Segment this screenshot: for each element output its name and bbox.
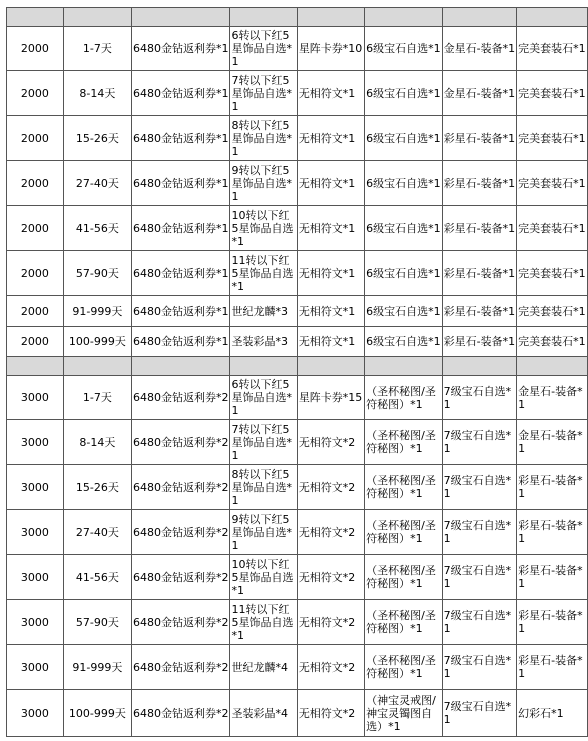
table-cell: 6480金钻返利券*1 [131, 206, 230, 251]
table-cell: 6480金钻返利券*2 [131, 420, 230, 465]
table-cell: 2000 [7, 251, 64, 296]
table-cell: 6480金钻返利券*1 [131, 251, 230, 296]
table-cell: 彩星石-装备*1 [442, 116, 516, 161]
table-cell: 2000 [7, 27, 64, 71]
table-cell: （圣杯秘图/圣符秘图）*1 [365, 555, 443, 600]
table-cell: 6级宝石自选*1 [365, 251, 443, 296]
table-cell: 8-14天 [63, 71, 131, 116]
table-cell: 彩星石-装备*1 [442, 327, 516, 357]
table-cell: 无相符文*2 [297, 465, 364, 510]
table-cell: 完美套装石*1 [517, 327, 588, 357]
table-row [7, 296, 588, 327]
table-cell: 8转以下红5星饰品自选*1 [230, 465, 297, 510]
section-header-cell [442, 357, 516, 376]
table-cell: 100-999天 [63, 690, 131, 737]
table-cell: 6480金钻返利券*2 [131, 465, 230, 510]
table-row [7, 510, 588, 555]
table-cell: 圣装彩晶*4 [230, 690, 297, 737]
table-row [7, 555, 588, 600]
table-cell: 6级宝石自选*1 [365, 296, 443, 327]
table-cell: 6480金钻返利券*2 [131, 645, 230, 690]
table-cell: 27-40天 [63, 161, 131, 206]
table-cell: 无相符文*2 [297, 645, 364, 690]
table-row [7, 376, 588, 420]
table-cell: 15-26天 [63, 116, 131, 161]
table-cell: （圣杯秘图/圣符秘图）*1 [365, 600, 443, 645]
table-cell: 57-90天 [63, 251, 131, 296]
table-cell: （圣杯秘图/圣符秘图）*1 [365, 645, 443, 690]
table-cell: 金星石-装备*1 [442, 27, 516, 71]
table-cell: 15-26天 [63, 465, 131, 510]
table-cell: 2000 [7, 296, 64, 327]
table-cell: 彩星石-装备*1 [442, 251, 516, 296]
table-cell: 3000 [7, 376, 64, 420]
table-cell: 6480金钻返利券*1 [131, 327, 230, 357]
table-cell: 无相符文*1 [297, 161, 364, 206]
table-cell: 91-999天 [63, 296, 131, 327]
table-cell: 9转以下红5星饰品自选*1 [230, 510, 297, 555]
table-cell: 完美套装石*1 [517, 116, 588, 161]
table-cell: 彩星石-装备*1 [517, 645, 588, 690]
table-cell: 7级宝石自选*1 [442, 690, 516, 737]
table-cell: 金星石-装备*1 [517, 376, 588, 420]
table-cell: 6480金钻返利券*2 [131, 690, 230, 737]
table-row [7, 116, 588, 161]
table-row [7, 206, 588, 251]
table-row [7, 71, 588, 116]
table-cell: 世纪龙麟*4 [230, 645, 297, 690]
section-header-cell [517, 357, 588, 376]
table-cell: （圣杯秘图/圣符秘图）*1 [365, 510, 443, 555]
table-cell: （神宝灵戒图/神宝灵镯图自选）*1 [365, 690, 443, 737]
table-cell: 6480金钻返利券*2 [131, 555, 230, 600]
table-cell: 91-999天 [63, 645, 131, 690]
table-cell: 6级宝石自选*1 [365, 71, 443, 116]
table-cell: （圣杯秘图/圣符秘图）*1 [365, 420, 443, 465]
table-cell: 完美套装石*1 [517, 206, 588, 251]
table-cell: 6级宝石自选*1 [365, 161, 443, 206]
table-cell: 2000 [7, 327, 64, 357]
table-cell: 彩星石-装备*1 [442, 296, 516, 327]
table-cell: 7级宝石自选*1 [442, 420, 516, 465]
table-cell: 3000 [7, 555, 64, 600]
table-row [7, 465, 588, 510]
rewards-table [6, 7, 588, 737]
table-row [7, 327, 588, 357]
section-header-row [7, 8, 588, 27]
table-cell: 7级宝石自选*1 [442, 600, 516, 645]
table-cell: 完美套装石*1 [517, 161, 588, 206]
table-cell: 无相符文*1 [297, 296, 364, 327]
table-cell: 星阵卡券*15 [297, 376, 364, 420]
table-cell: 41-56天 [63, 206, 131, 251]
table-cell: 7级宝石自选*1 [442, 510, 516, 555]
table-cell: 7级宝石自选*1 [442, 465, 516, 510]
table-cell: 7级宝石自选*1 [442, 555, 516, 600]
table-cell: 完美套装石*1 [517, 251, 588, 296]
table-row [7, 600, 588, 645]
table-cell: 无相符文*1 [297, 116, 364, 161]
table-cell: 7转以下红5星饰品自选*1 [230, 71, 297, 116]
table-row [7, 690, 588, 737]
table-cell: 6转以下红5星饰品自选*1 [230, 376, 297, 420]
table-cell: 10转以下红5星饰品自选*1 [230, 206, 297, 251]
table-cell: 1-7天 [63, 27, 131, 71]
table-cell: 2000 [7, 206, 64, 251]
table-cell: 无相符文*2 [297, 555, 364, 600]
rewards-table-body [7, 8, 588, 737]
table-cell: 7级宝石自选*1 [442, 645, 516, 690]
section-header-cell [7, 8, 64, 27]
table-cell: 6480金钻返利券*1 [131, 161, 230, 206]
table-cell: 6级宝石自选*1 [365, 206, 443, 251]
table-cell: 6480金钻返利券*1 [131, 116, 230, 161]
table-cell: 6480金钻返利券*2 [131, 600, 230, 645]
table-cell: 无相符文*2 [297, 420, 364, 465]
table-cell: 幻彩石*1 [517, 690, 588, 737]
section-header-cell [297, 357, 364, 376]
section-header-cell [230, 8, 297, 27]
section-header-row [7, 357, 588, 376]
table-cell: 完美套装石*1 [517, 296, 588, 327]
table-cell: 3000 [7, 465, 64, 510]
table-cell: （圣杯秘图/圣符秘图）*1 [365, 465, 443, 510]
section-header-cell [63, 357, 131, 376]
table-cell: 6级宝石自选*1 [365, 327, 443, 357]
table-cell: 6转以下红5星饰品自选*1 [230, 27, 297, 71]
section-header-cell [365, 8, 443, 27]
table-cell: 彩星石-装备*1 [442, 206, 516, 251]
table-cell: 无相符文*2 [297, 510, 364, 555]
section-header-cell [131, 357, 230, 376]
table-cell: 8-14天 [63, 420, 131, 465]
table-cell: （圣杯秘图/圣符秘图）*1 [365, 376, 443, 420]
table-cell: 无相符文*1 [297, 206, 364, 251]
table-cell: 10转以下红5星饰品自选*1 [230, 555, 297, 600]
table-cell: 6级宝石自选*1 [365, 116, 443, 161]
table-cell: 3000 [7, 690, 64, 737]
table-row [7, 645, 588, 690]
table-cell: 完美套装石*1 [517, 27, 588, 71]
table-cell: 11转以下红5星饰品自选*1 [230, 251, 297, 296]
section-header-cell [365, 357, 443, 376]
table-cell: 无相符文*1 [297, 251, 364, 296]
table-cell: 6级宝石自选*1 [365, 27, 443, 71]
table-cell: 3000 [7, 645, 64, 690]
table-cell: 7转以下红5星饰品自选*1 [230, 420, 297, 465]
table-cell: 彩星石-装备*1 [517, 600, 588, 645]
table-row [7, 420, 588, 465]
table-cell: 27-40天 [63, 510, 131, 555]
table-cell: 无相符文*2 [297, 690, 364, 737]
table-cell: 彩星石-装备*1 [517, 555, 588, 600]
table-cell: 6480金钻返利券*1 [131, 296, 230, 327]
table-cell: 2000 [7, 71, 64, 116]
table-cell: 6480金钻返利券*2 [131, 510, 230, 555]
table-cell: 3000 [7, 510, 64, 555]
table-cell: 1-7天 [63, 376, 131, 420]
table-cell: 无相符文*1 [297, 71, 364, 116]
section-header-cell [7, 357, 64, 376]
table-cell: 无相符文*1 [297, 327, 364, 357]
table-cell: 2000 [7, 161, 64, 206]
table-cell: 2000 [7, 116, 64, 161]
table-row [7, 251, 588, 296]
table-cell: 金星石-装备*1 [442, 71, 516, 116]
table-cell: 3000 [7, 420, 64, 465]
section-header-cell [230, 357, 297, 376]
table-cell: 完美套装石*1 [517, 71, 588, 116]
table-row [7, 27, 588, 71]
table-cell: 100-999天 [63, 327, 131, 357]
section-header-cell [297, 8, 364, 27]
table-cell: 彩星石-装备*1 [517, 465, 588, 510]
table-cell: 41-56天 [63, 555, 131, 600]
table-cell: 3000 [7, 600, 64, 645]
table-cell: 彩星石-装备*1 [442, 161, 516, 206]
table-cell: 世纪龙麟*3 [230, 296, 297, 327]
table-cell: 星阵卡券*10 [297, 27, 364, 71]
table-cell: 11转以下红5星饰品自选*1 [230, 600, 297, 645]
table-cell: 金星石-装备*1 [517, 420, 588, 465]
table-cell: 8转以下红5星饰品自选*1 [230, 116, 297, 161]
table-cell: 9转以下红5星饰品自选*1 [230, 161, 297, 206]
table-row [7, 161, 588, 206]
table-cell: 6480金钻返利券*2 [131, 376, 230, 420]
table-cell: 57-90天 [63, 600, 131, 645]
section-header-cell [442, 8, 516, 27]
table-cell: 彩星石-装备*1 [517, 510, 588, 555]
section-header-cell [517, 8, 588, 27]
section-header-cell [63, 8, 131, 27]
section-header-cell [131, 8, 230, 27]
table-cell: 无相符文*2 [297, 600, 364, 645]
table-cell: 圣装彩晶*3 [230, 327, 297, 357]
table-cell: 6480金钻返利券*1 [131, 27, 230, 71]
table-cell: 7级宝石自选*1 [442, 376, 516, 420]
table-cell: 6480金钻返利券*1 [131, 71, 230, 116]
